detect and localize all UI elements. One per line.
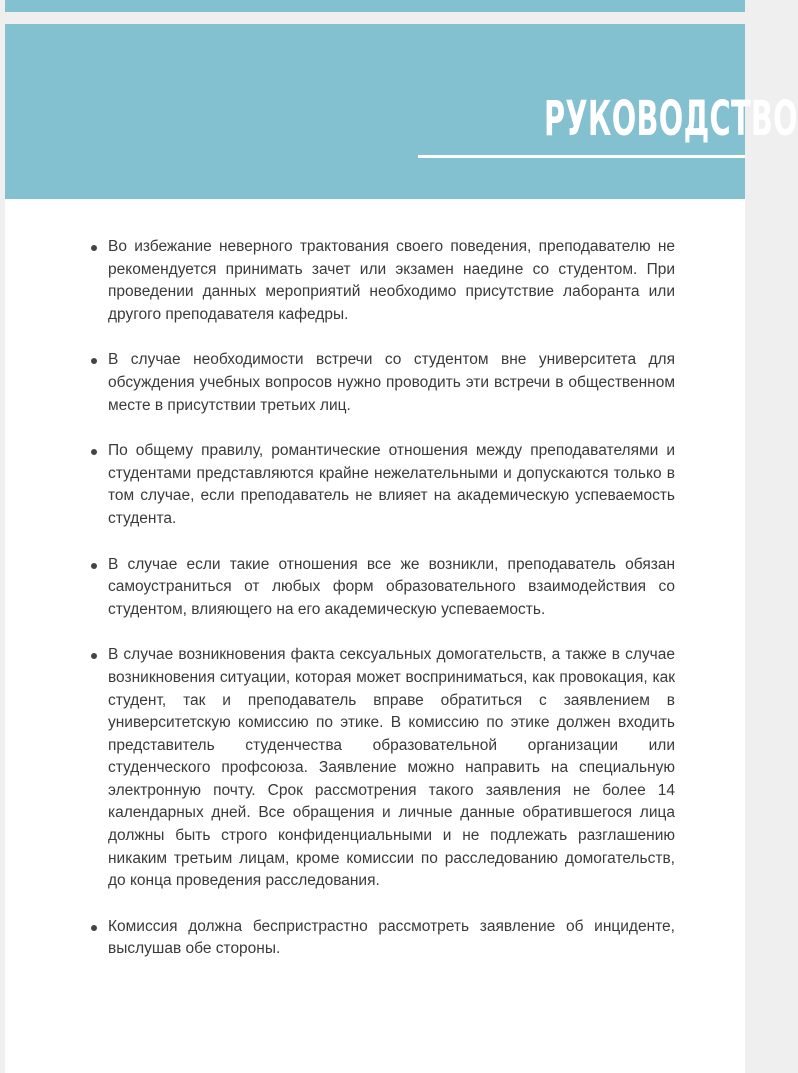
header-band — [5, 24, 798, 199]
bullet-icon — [91, 245, 97, 251]
guideline-text: Во избежание неверного трактования своего поведения, преподавателю не рекомендуется принимать зачет или экзамен наедине со студентом. При проведении данных мероприятий необходимо присутствие лаборанта или другого преподавателя кафедры. — [108, 238, 675, 323]
guideline-text: В случае необходимости встречи со студентом вне университета для обсуждения учебных вопросов нужно проводить эти встречи в общественном месте в присутствии третьих лиц. — [108, 351, 675, 414]
page-title: РУКОВОДСТВО — [544, 91, 798, 147]
guideline-item — [108, 644, 675, 893]
guidelines-list — [108, 236, 675, 961]
bullet-icon — [91, 358, 97, 364]
bullet-icon — [91, 449, 97, 455]
bullet-icon — [91, 653, 97, 659]
guideline-item — [108, 440, 675, 530]
previous-page-edge — [5, 0, 745, 12]
guideline-item — [108, 236, 675, 326]
bullet-icon — [91, 925, 97, 931]
guideline-item — [108, 916, 675, 961]
guideline-text: В случае если такие отношения все же возникли, преподаватель обязан самоустраниться от любых форм образовательного взаимодействия со студентом, влияющего на его академическую успеваемость. — [108, 555, 675, 618]
bullet-icon — [91, 563, 97, 569]
guideline-text: Комиссия должна беспристрастно рассмотреть заявление об инциденте, выслушав обе стороны. — [108, 917, 675, 958]
guidelines-content — [108, 236, 675, 984]
guideline-text: По общему правилу, романтические отношения между преподавателями и студентами представляются крайне нежелательными и допускаются только в том случае, если преподаватель не влияет на академическую успеваемость студента. — [108, 442, 675, 527]
document-page — [5, 24, 798, 1073]
title-underline — [418, 155, 745, 158]
guideline-item — [108, 554, 675, 622]
guideline-item — [108, 349, 675, 417]
guideline-text: В случае возникновения факта сексуальных домогательств, а также в случае возникновения ситуации, которая может восприниматься, как провокация, как студент, так и преподаватель вправе обратиться с заявлением в университетскую комиссию по этике. В комиссию по этике должен входить представитель студенчества образовательной организации или студенческого профсоюза. Заявление можно направить на специальную электронную почту. Срок рассмотрения такого заявления не более 14 календарных дней. Все обращения и личные данные обратившегося лица должны быть строго конфиденциальными и не подлежать разглашению никаким третьим лицам, кроме комиссии по расследованию домогательств, до конца проведения расследования. — [108, 646, 675, 890]
